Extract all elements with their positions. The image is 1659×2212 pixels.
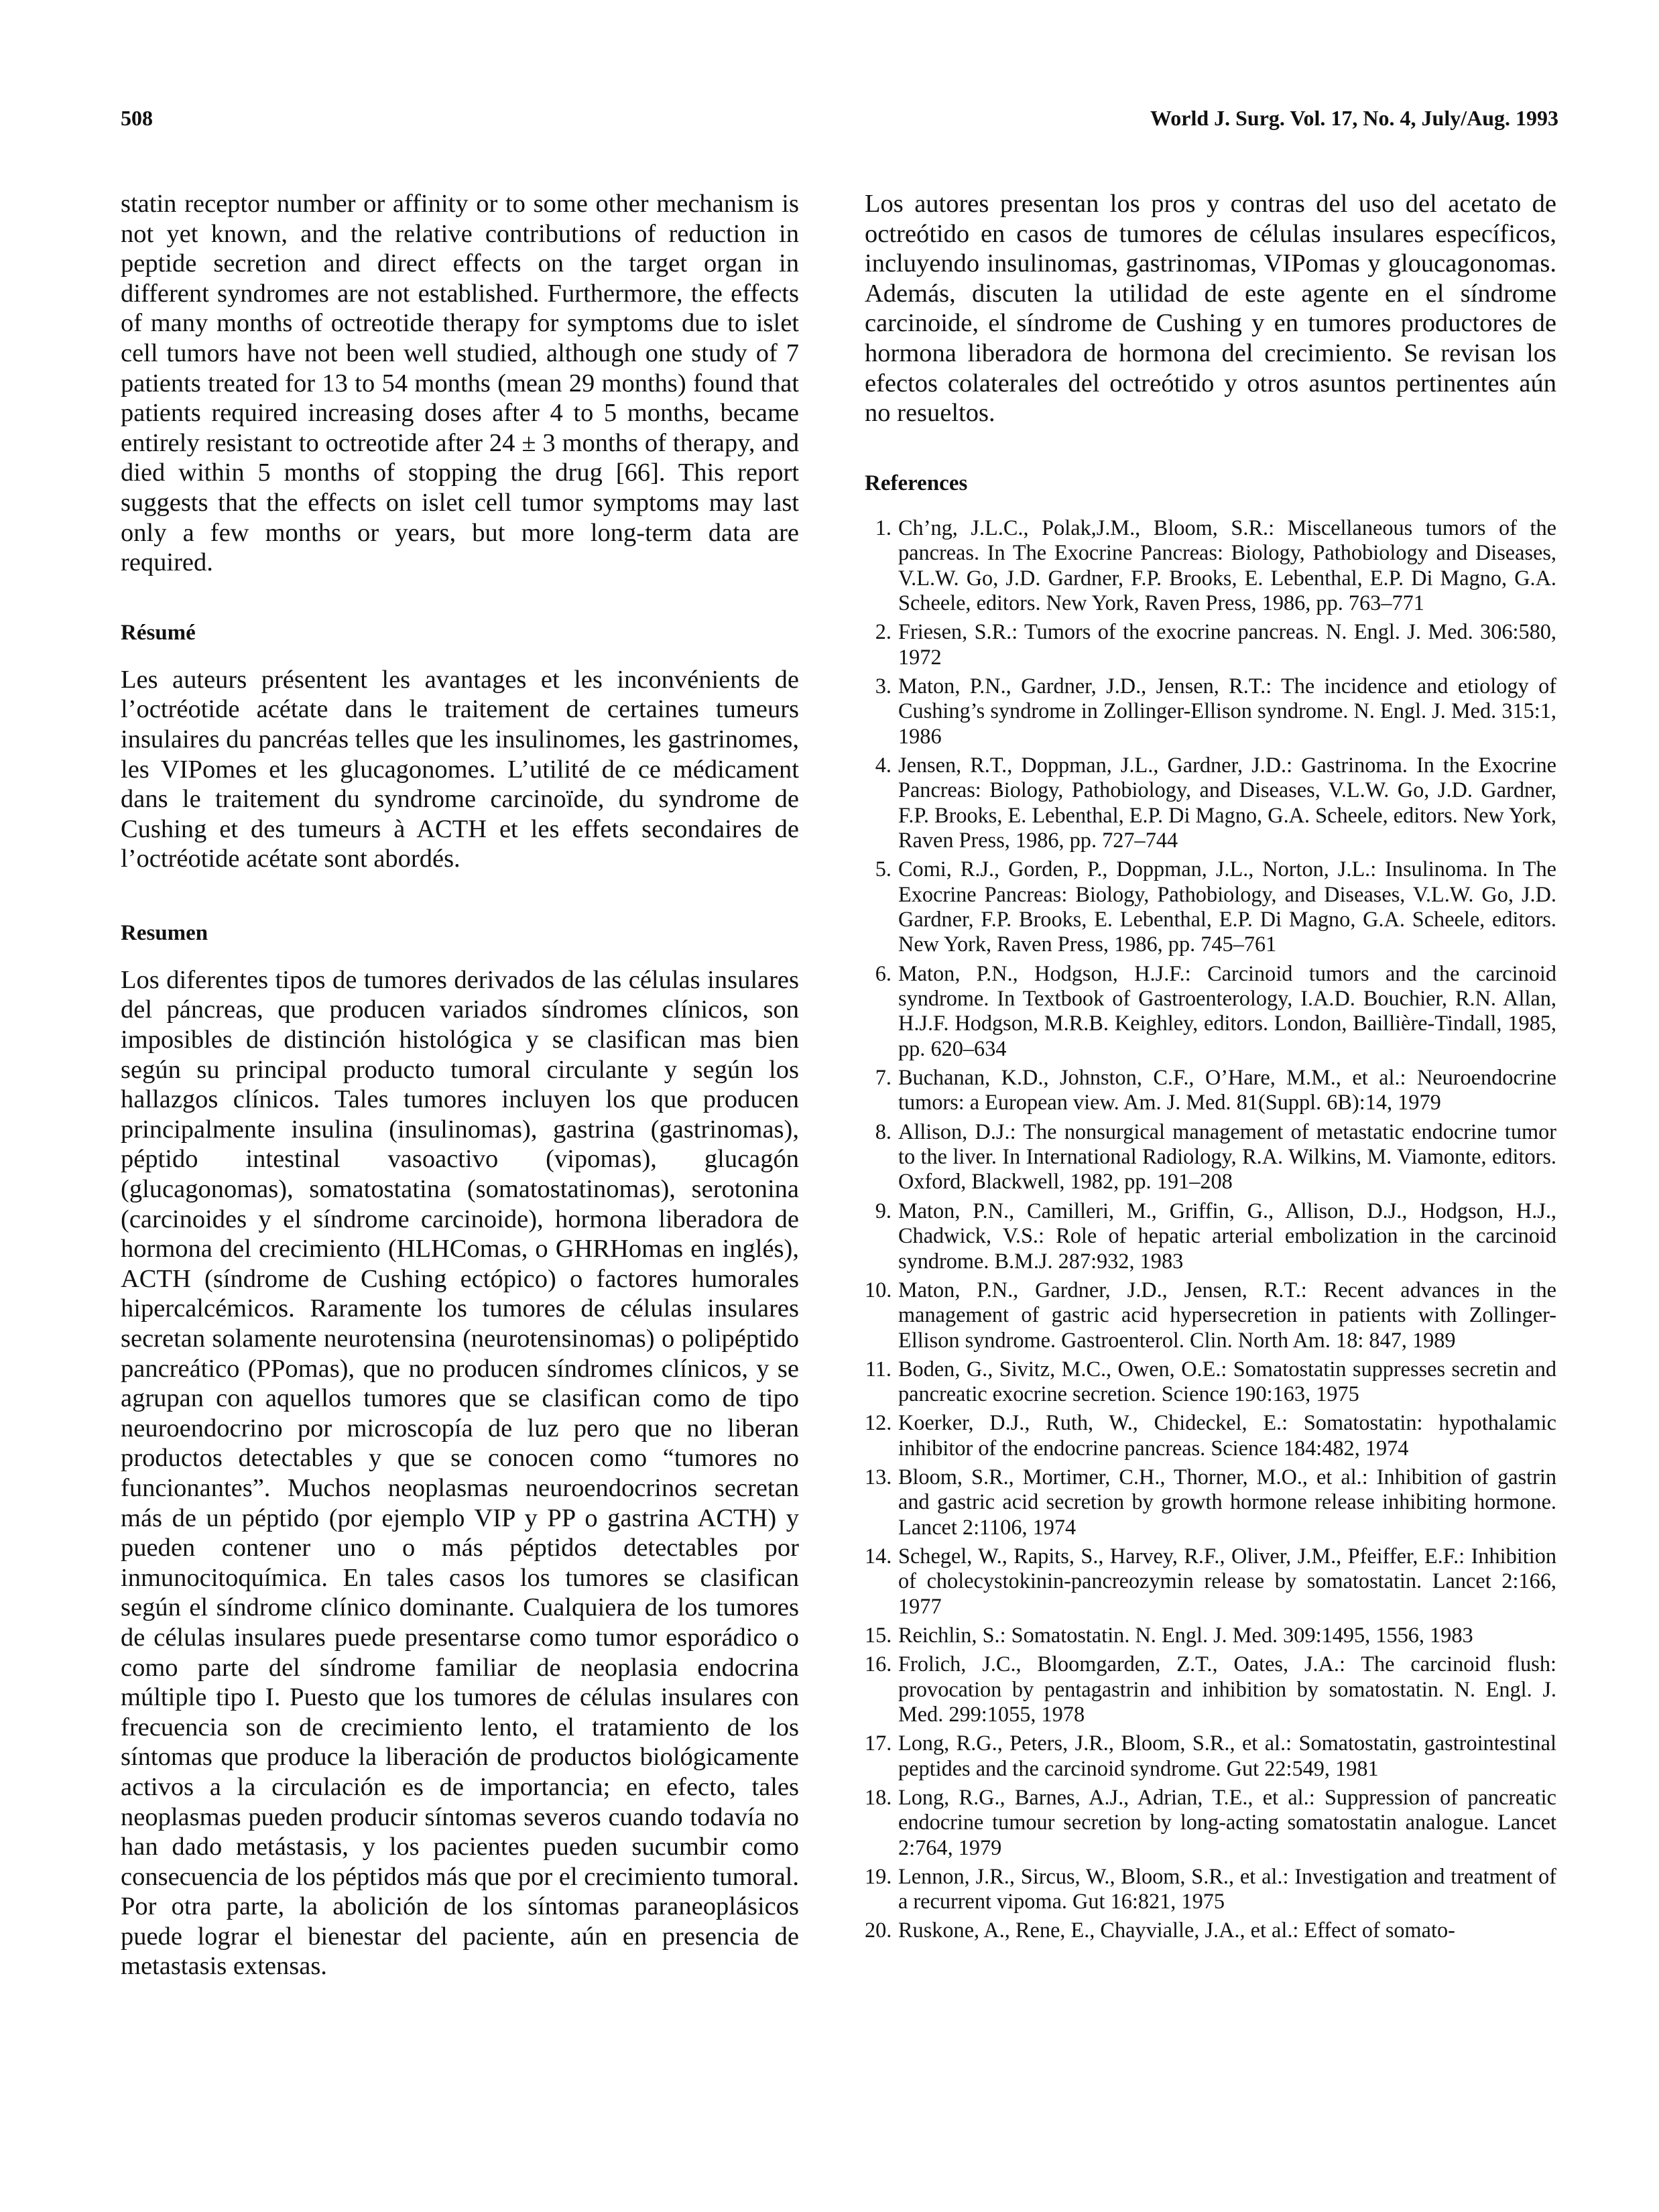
reference-text: Jensen, R.T., Doppman, J.L., Gardner, J.D.: Gastrinoma. In the Exocrine Pancreas: Biology, Pathobiology, and Diseases, V.L.W. Go, J.D. Gardner, F.P. Brooks, E. Lebenthal, E.P. Di Magno, G.A. Scheele, editors. New York, Raven Press, 1986, pp. 727–744 bbox=[898, 752, 1556, 853]
reference-text: Reichlin, S.: Somatostatin. N. Engl. J. Med. 309:1495, 1556, 1983 bbox=[898, 1622, 1473, 1647]
reference-number: 4. bbox=[875, 752, 892, 777]
reference-number: 18. bbox=[865, 1784, 892, 1809]
reference-text: Maton, P.N., Gardner, J.D., Jensen, R.T.: The incidence and etiology of Cushing’s syndrome in Zollinger-Ellison syndrome. N. Engl. J. Med. 315:1, 1986 bbox=[898, 673, 1556, 748]
reference-item bbox=[865, 1864, 1556, 1914]
reference-text: Maton, P.N., Hodgson, H.J.F.: Carcinoid tumors and the carcinoid syndrome. In Textbook of Gastroenterology, I.A.D. Bouchier, R.N. Allan, H.J.F. Hodgson, M.R.B. Keighley, editors. London, Baillière-Tindall, 1985, pp. 620–634 bbox=[898, 961, 1556, 1060]
reference-text: Koerker, D.J., Ruth, W., Chideckel, E.: Somatostatin: hypothalamic inhibitor of the endocrine pancreas. Science 184:482, 1974 bbox=[898, 1410, 1556, 1460]
reference-item bbox=[865, 1410, 1556, 1461]
reference-number: 3. bbox=[875, 673, 892, 698]
reference-number: 7. bbox=[875, 1065, 892, 1090]
reference-item bbox=[865, 1199, 1556, 1274]
reference-number: 5. bbox=[875, 857, 892, 881]
reference-text: Comi, R.J., Gorden, P., Doppman, J.L., Norton, J.L.: Insulinoma. In The Exocrine Pancreas: Biology, Pathobiology, and Diseases, V.L.W. Go, J.D. Gardner, F.P. Brooks, E. Lebenthal, E.P. Di Magno, G.A. Scheele, editors. New York, Raven Press, 1986, pp. 745–761 bbox=[898, 857, 1556, 957]
reference-item bbox=[865, 961, 1556, 1062]
resumen-paragraph: Los diferentes tipos de tumores derivados de las células insulares del páncreas, que producen variados síndromes clínicos, son imposibles de distinción histológica y se clasifican mas bien según su principal producto tumoral circulante y según los hallazgos clínicos. Tales tumores incluyen los que producen principalmente insulina (insulinomas), gastrina (gastrinomas), péptido intestinal vasoactivo (vipomas), glucagón (glucagonomas), somatostatina (somatostatinomas), serotonina (carcinoides y el síndrome carcinoide), hormona liberadora de hormona del crecimiento (HLHComas, o GHRHomas en inglés), ACTH (síndrome de Cushing ectópico) o factores humorales hipercalcémicos. Raramente los tumores de células insulares secretan solamente neurotensina (neurotensinomas) o polipéptido pancreático (PPomas), que no producen síndromes clínicos, y se agrupan con aquellos tumores que se clasifican como de tipo neuroendocrino por microscopía de luz pero que no liberan productos detectables y que se conocen como “tumores no funcionantes”. Muchos neoplasmas neuroendocrinos secretan más de un péptido (por ejemplo VIP y PP o gastrina ACTH) y pueden contener uno o más péptidos detectables por inmunocitoquímica. En tales casos los tumores se clasifican según el síndrome clínico dominante. Cualquiera de los tumores de células insulares puede presentarse como tumor esporádico o como parte del síndrome familiar de neoplasia endocrina múltiple tipo I. Puesto que los tumores de células insulares con frecuencia son de crecimiento lento, el tratamiento de los síntomas que produce la liberación de productos biológicamente activos a la circulación es de importancia; en efecto, tales neoplasmas pueden producir síntomas severos cuando todavía no han dado metástasis, y los pacientes pueden sucumbir como consecuencia de los péptidos más que por el crecimiento tumoral. Por otra parte, la abolición de los síntomas paraneoplásicos puede lograr el bienestar del paciente, aún en presencia de metastasis extensas. bbox=[121, 965, 799, 1981]
reference-item bbox=[865, 1731, 1556, 1781]
reference-item bbox=[865, 1119, 1556, 1194]
reference-text: Boden, G., Sivitz, M.C., Owen, O.E.: Somatostatin suppresses secretin and pancreatic exocrine secretion. Science 190:163, 1975 bbox=[898, 1356, 1556, 1406]
reference-item bbox=[865, 619, 1556, 670]
reference-item bbox=[865, 1652, 1556, 1727]
reference-text: Long, R.G., Peters, J.R., Bloom, S.R., et al.: Somatostatin, gastrointestinal peptides and the carcinoid syndrome. Gut 22:549, 1981 bbox=[898, 1731, 1556, 1780]
reference-number: 19. bbox=[865, 1863, 892, 1888]
reference-item bbox=[865, 1918, 1556, 1943]
reference-number: 20. bbox=[865, 1918, 892, 1943]
reference-item bbox=[865, 1065, 1556, 1115]
reference-text: Long, R.G., Barnes, A.J., Adrian, T.E., et al.: Suppression of pancreatic endocrine tumour secretion by long-acting somatostatin analogue. Lancet 2:764, 1979 bbox=[898, 1784, 1556, 1859]
references-heading: References bbox=[865, 471, 968, 495]
reference-number: 8. bbox=[875, 1119, 892, 1144]
spanish-summary-paragraph: Los autores presentan los pros y contras del uso del acetato de octreótido en casos de tumores de células insulares específicos, incluyendo insulinomas, gastrinomas, VIPomas y gloucagonomas. Además, discuten la utilidad de este agente en el síndrome carcinoide, el síndrome de Cushing y en tumores productores de hormona liberadora de hormona del crecimiento. Se revisan los efectos colaterales del octreótido y otros asuntos pertinentes aún no resueltos. bbox=[865, 190, 1556, 428]
reference-item bbox=[865, 1544, 1556, 1619]
resume-heading: Résumé bbox=[121, 620, 196, 645]
reference-text: Schegel, W., Rapits, S., Harvey, R.F., Oliver, J.M., Pfeiffer, E.F.: Inhibition of cholecystokinin-pancreozymin release by somatostatin. Lancet 2:166, 1977 bbox=[898, 1543, 1556, 1618]
reference-number: 14. bbox=[865, 1543, 892, 1568]
resume-paragraph: Les auteurs présentent les avantages et les inconvénients de l’octréotide acétate dans le traitement de certaines tumeurs insulaires du pancréas telles que les insulinomes, les gastrinomes, les VIPomes et les glucagonomes. L’utilité de ce médicament dans le traitement du syndrome carcinoïde, du syndrome de Cushing et des tumeurs à ACTH et les effets secondaires de l’octréotide acétate sont abordés. bbox=[121, 665, 799, 873]
reference-item bbox=[865, 1278, 1556, 1353]
reference-text: Ch’ng, J.L.C., Polak,J.M., Bloom, S.R.: Miscellaneous tumors of the pancreas. In The Exocrine Pancreas: Biology, Pathobiology and Diseases, V.L.W. Go, J.D. Gardner, F.P. Brooks, E. Lebenthal, E.P. Di Magno, G.A. Scheele, editors. New York, Raven Press, 1986, pp. 763–771 bbox=[898, 515, 1556, 615]
body-paragraph: statin receptor number or affinity or to some other mechanism is not yet known, and the relative contributions of reduction in peptide secretion and direct effects on the target organ in different syndromes are not established. Furthermore, the effects of many months of octreotide therapy for symptoms due to islet cell tumors have not been well studied, although one study of 7 patients treated for 13 to 54 months (mean 29 months) found that patients required increasing doses after 4 to 5 months, became entirely resistant to octreotide after 24 ± 3 months of therapy, and died within 5 months of stopping the drug [66]. This report suggests that the effects on islet cell tumor symptoms may last only a few months or years, but more long-term data are required. bbox=[121, 190, 799, 577]
reference-text: Buchanan, K.D., Johnston, C.F., O’Hare, M.M., et al.: Neuroendocrine tumors: a European view. Am. J. Med. 81(Suppl. 6B):14, 1979 bbox=[898, 1065, 1556, 1115]
running-header bbox=[121, 106, 1558, 139]
reference-text: Friesen, S.R.: Tumors of the exocrine pancreas. N. Engl. J. Med. 306:580, 1972 bbox=[898, 619, 1556, 669]
reference-item bbox=[865, 674, 1556, 749]
reference-text: Lennon, J.R., Sircus, W., Bloom, S.R., et al.: Investigation and treatment of a recurrent vipoma. Gut 16:821, 1975 bbox=[898, 1863, 1556, 1914]
reference-number: 10. bbox=[865, 1277, 892, 1302]
journal-citation: World J. Surg. Vol. 17, No. 4, July/Aug. 1993 bbox=[1150, 106, 1558, 130]
reference-item bbox=[865, 857, 1556, 957]
reference-number: 9. bbox=[875, 1198, 892, 1223]
reference-number: 11. bbox=[865, 1356, 892, 1381]
reference-item bbox=[865, 1623, 1556, 1648]
left-column bbox=[121, 189, 799, 1981]
reference-number: 16. bbox=[865, 1652, 892, 1676]
reference-item bbox=[865, 753, 1556, 853]
reference-text: Ruskone, A., Rene, E., Chayvialle, J.A., et al.: Effect of somato- bbox=[898, 1918, 1455, 1943]
reference-number: 6. bbox=[875, 961, 892, 985]
reference-number: 15. bbox=[865, 1622, 892, 1647]
reference-item bbox=[865, 1785, 1556, 1860]
reference-text: Allison, D.J.: The nonsurgical management of metastatic endocrine tumor to the liver. In International Radiology, R.A. Wilkins, M. Viamonte, editors. Oxford, Blackwell, 1982, pp. 191–208 bbox=[898, 1119, 1556, 1194]
reference-text: Maton, P.N., Gardner, J.D., Jensen, R.T.: Recent advances in the management of gastric acid hypersecretion in patients with Zollinger-Ellison syndrome. Gastroenterol. Clin. North Am. 18: 847, 1989 bbox=[898, 1277, 1556, 1352]
reference-text: Bloom, S.R., Mortimer, C.H., Thorner, M.O., et al.: Inhibition of gastrin and gastric acid secretion by growth hormone release inhibiting hormone. Lancet 2:1106, 1974 bbox=[898, 1464, 1556, 1539]
right-column bbox=[865, 189, 1556, 1947]
reference-number: 17. bbox=[865, 1731, 892, 1756]
reference-number: 1. bbox=[875, 515, 892, 540]
reference-item bbox=[865, 1357, 1556, 1407]
reference-number: 12. bbox=[865, 1410, 892, 1435]
reference-item bbox=[865, 515, 1556, 616]
reference-list bbox=[865, 515, 1556, 1943]
reference-number: 2. bbox=[875, 619, 892, 644]
reference-item bbox=[865, 1465, 1556, 1540]
reference-number: 13. bbox=[865, 1464, 892, 1489]
reference-text: Frolich, J.C., Bloomgarden, Z.T., Oates, J.A.: The carcinoid flush: provocation by pentagastrin and inhibition by somatostatin. N. Engl. J. Med. 299:1055, 1978 bbox=[898, 1652, 1556, 1726]
page-number: 508 bbox=[121, 106, 153, 130]
reference-text: Maton, P.N., Camilleri, M., Griffin, G., Allison, D.J., Hodgson, H.J., Chadwick, V.S.: Role of hepatic arterial embolization in the carcinoid syndrome. B.M.J. 287:932, 1983 bbox=[898, 1198, 1556, 1273]
resumen-heading: Resumen bbox=[121, 920, 208, 945]
